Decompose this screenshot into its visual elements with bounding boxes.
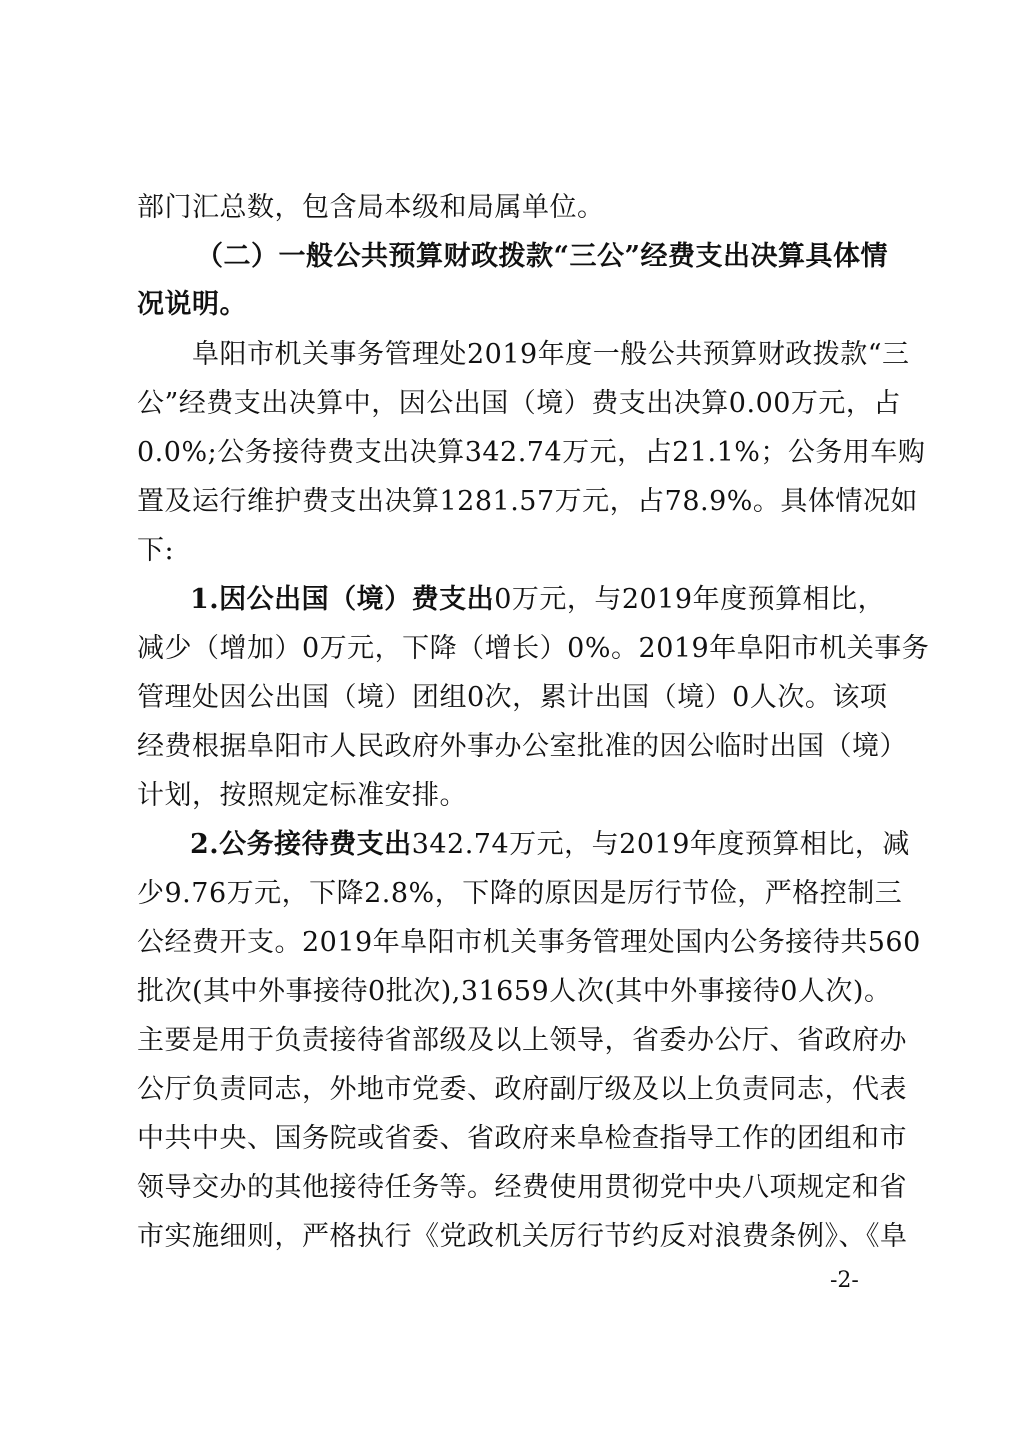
text-line-17: 批次(其中外事接待0批次),31659人次(其中外事接待0人次)。 <box>137 976 892 1007</box>
item-1-title: 1.因公出国（境）费支出 <box>190 584 495 615</box>
page-number: -2- <box>830 1268 859 1293</box>
text-line-7: 置及运行维护费支出决算1281.57万元，占78.9%。具体情况如 <box>137 486 918 517</box>
text-line-22: 市实施细则，严格执行《党政机关厉行节约反对浪费条例》、《阜 <box>137 1221 908 1252</box>
item-1-heading-line <box>190 580 886 620</box>
text-line-11: 管理处因公出国（境）团组0次，累计出国（境）0人次。该项 <box>137 682 888 713</box>
section-heading-line-1: （二）一般公共预算财政拨款“三公”经费支出决算具体情 <box>196 241 889 272</box>
text-line-8: 下: <box>137 535 175 566</box>
text-line-12: 经费根据阜阳市人民政府外事办公室批准的因公临时出国（境） <box>137 731 907 762</box>
text-line-21: 领导交办的其他接待任务等。经费使用贯彻党中央八项规定和省 <box>137 1172 907 1203</box>
item-2-text: 342.74万元，与2019年度预算相比，减 <box>411 829 910 860</box>
text-line-10: 减少（增加）0万元，下降（增长）0%。2019年阜阳市机关事务 <box>137 633 930 664</box>
text-line-1: 部门汇总数，包含局本级和局属单位。 <box>137 192 605 223</box>
text-line-4: 阜阳市机关事务管理处2019年度一般公共预算财政拨款“三 <box>192 339 910 370</box>
item-2-title: 2.公务接待费支出 <box>190 829 412 860</box>
text-line-19: 公厅负责同志，外地市党委、政府副厅级及以上负责同志，代表 <box>137 1074 907 1105</box>
text-line-5: 公”经费支出决算中，因公出国（境）费支出决算0.00万元，占 <box>137 388 901 419</box>
item-1-text: 0万元，与2019年度预算相比， <box>494 584 886 615</box>
text-line-15: 少9.76万元，下降2.8%，下降的原因是厉行节俭，严格控制三 <box>137 878 903 909</box>
text-line-16: 公经费开支。2019年阜阳市机关事务管理处国内公务接待共560 <box>137 927 921 958</box>
text-line-13: 计划，按照规定标准安排。 <box>137 780 467 811</box>
text-line-20: 中共中央、国务院或省委、省政府来阜检查指导工作的团组和市 <box>137 1123 907 1154</box>
text-line-6: 0.0%;公务接待费支出决算342.74万元，占21.1%；公务用车购 <box>137 437 926 468</box>
section-heading-line-2: 况说明。 <box>137 289 247 320</box>
text-line-18: 主要是用于负责接待省部级及以上领导，省委办公厅、省政府办 <box>137 1025 907 1056</box>
item-2-heading-line <box>190 825 910 865</box>
